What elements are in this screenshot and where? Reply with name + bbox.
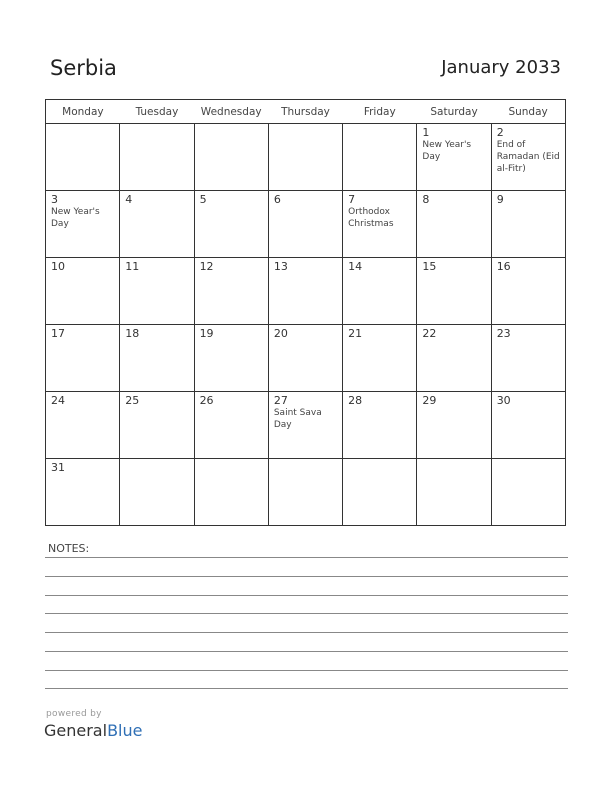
week-row	[46, 325, 566, 392]
weekday-tuesday: Tuesday	[120, 100, 194, 124]
note-line	[45, 595, 568, 596]
day-cell	[46, 392, 120, 459]
day-number: 26	[199, 394, 214, 407]
day-number: 19	[199, 327, 214, 340]
day-cell	[343, 258, 417, 325]
day-cell	[417, 325, 491, 392]
day-number: 11	[125, 260, 140, 273]
day-number: 17	[51, 327, 65, 340]
day-cell	[268, 124, 342, 191]
day-number: 25	[125, 394, 140, 407]
holiday-label: New Year's Day	[51, 207, 100, 229]
day-cell	[46, 191, 120, 258]
day-number: 13	[273, 260, 288, 273]
day-cell	[343, 392, 417, 459]
day-number: 7	[348, 193, 356, 206]
week-row	[46, 258, 566, 325]
day-number: 29	[422, 394, 437, 407]
holiday-label: New Year's Day	[422, 140, 472, 162]
note-line	[45, 688, 568, 689]
day-cell	[268, 392, 342, 459]
day-number: 14	[348, 260, 363, 273]
holiday-label: Saint Sava Day	[273, 408, 322, 430]
day-cell	[120, 258, 194, 325]
day-cell	[491, 191, 565, 258]
day-number: 12	[199, 260, 214, 273]
day-number: 31	[51, 461, 65, 474]
notes-label: NOTES:	[48, 542, 90, 555]
day-number: 10	[51, 260, 65, 273]
day-cell	[194, 392, 268, 459]
note-line	[45, 613, 568, 614]
holiday-label: Orthodox Christmas	[348, 207, 394, 229]
day-number: 27	[273, 394, 288, 407]
day-cell	[417, 191, 491, 258]
brand-general-text: General	[44, 721, 108, 740]
weekday-wednesday: Wednesday	[194, 100, 268, 124]
holiday-label: End of Ramadan (Eid al-Fitr)	[496, 140, 560, 174]
weekday-monday: Monday	[46, 100, 120, 124]
day-number: 22	[422, 327, 437, 340]
week-row	[46, 124, 566, 191]
day-cell	[268, 191, 342, 258]
note-line	[45, 670, 568, 671]
day-cell	[194, 459, 268, 526]
day-number: 18	[125, 327, 140, 340]
brand-blue-text: Blue	[107, 721, 143, 740]
month-title: January 2033	[441, 57, 561, 78]
country-title: Serbia	[50, 56, 117, 80]
day-number: 5	[199, 193, 207, 206]
day-cell	[417, 392, 491, 459]
day-number: 15	[422, 260, 437, 273]
weekday-saturday: Saturday	[417, 100, 491, 124]
day-number: 4	[125, 193, 133, 206]
day-cell	[491, 124, 565, 191]
powered-by-text: powered by	[46, 709, 102, 719]
weekday-sunday: Sunday	[491, 100, 565, 124]
day-number: 8	[422, 193, 430, 206]
day-number: 28	[348, 394, 363, 407]
day-number: 6	[273, 193, 281, 206]
day-cell	[268, 459, 342, 526]
weekday-friday: Friday	[343, 100, 417, 124]
day-cell	[491, 258, 565, 325]
calendar-grid	[45, 99, 566, 526]
day-cell	[343, 325, 417, 392]
note-line	[45, 576, 568, 577]
day-cell	[417, 124, 491, 191]
day-number: 30	[496, 394, 511, 407]
day-cell	[417, 258, 491, 325]
day-cell	[194, 258, 268, 325]
brand-logo	[44, 721, 142, 740]
day-cell	[491, 325, 565, 392]
day-cell	[46, 325, 120, 392]
day-cell	[120, 392, 194, 459]
day-cell	[46, 459, 120, 526]
day-number: 1	[422, 126, 430, 139]
day-number: 16	[496, 260, 511, 273]
day-cell	[194, 124, 268, 191]
day-cell	[120, 191, 194, 258]
day-cell	[268, 258, 342, 325]
day-cell	[194, 325, 268, 392]
day-cell	[491, 459, 565, 526]
day-cell	[46, 258, 120, 325]
day-cell	[417, 459, 491, 526]
note-line	[45, 632, 568, 633]
day-cell	[120, 459, 194, 526]
week-row	[46, 191, 566, 258]
note-line	[45, 557, 568, 558]
note-line	[45, 651, 568, 652]
day-cell	[194, 191, 268, 258]
weekday-header-row	[46, 100, 566, 124]
day-cell	[343, 191, 417, 258]
day-number: 20	[273, 327, 288, 340]
day-cell	[120, 325, 194, 392]
day-cell	[343, 124, 417, 191]
day-cell	[491, 392, 565, 459]
day-number: 2	[496, 126, 504, 139]
day-number: 24	[51, 394, 65, 407]
day-cell	[46, 124, 120, 191]
day-cell	[120, 124, 194, 191]
week-row	[46, 459, 566, 526]
weekday-thursday: Thursday	[268, 100, 342, 124]
day-number: 3	[51, 193, 58, 206]
day-cell	[343, 459, 417, 526]
day-cell	[268, 325, 342, 392]
day-number: 23	[496, 327, 511, 340]
day-number: 21	[348, 327, 363, 340]
day-number: 9	[496, 193, 504, 206]
week-row	[46, 392, 566, 459]
